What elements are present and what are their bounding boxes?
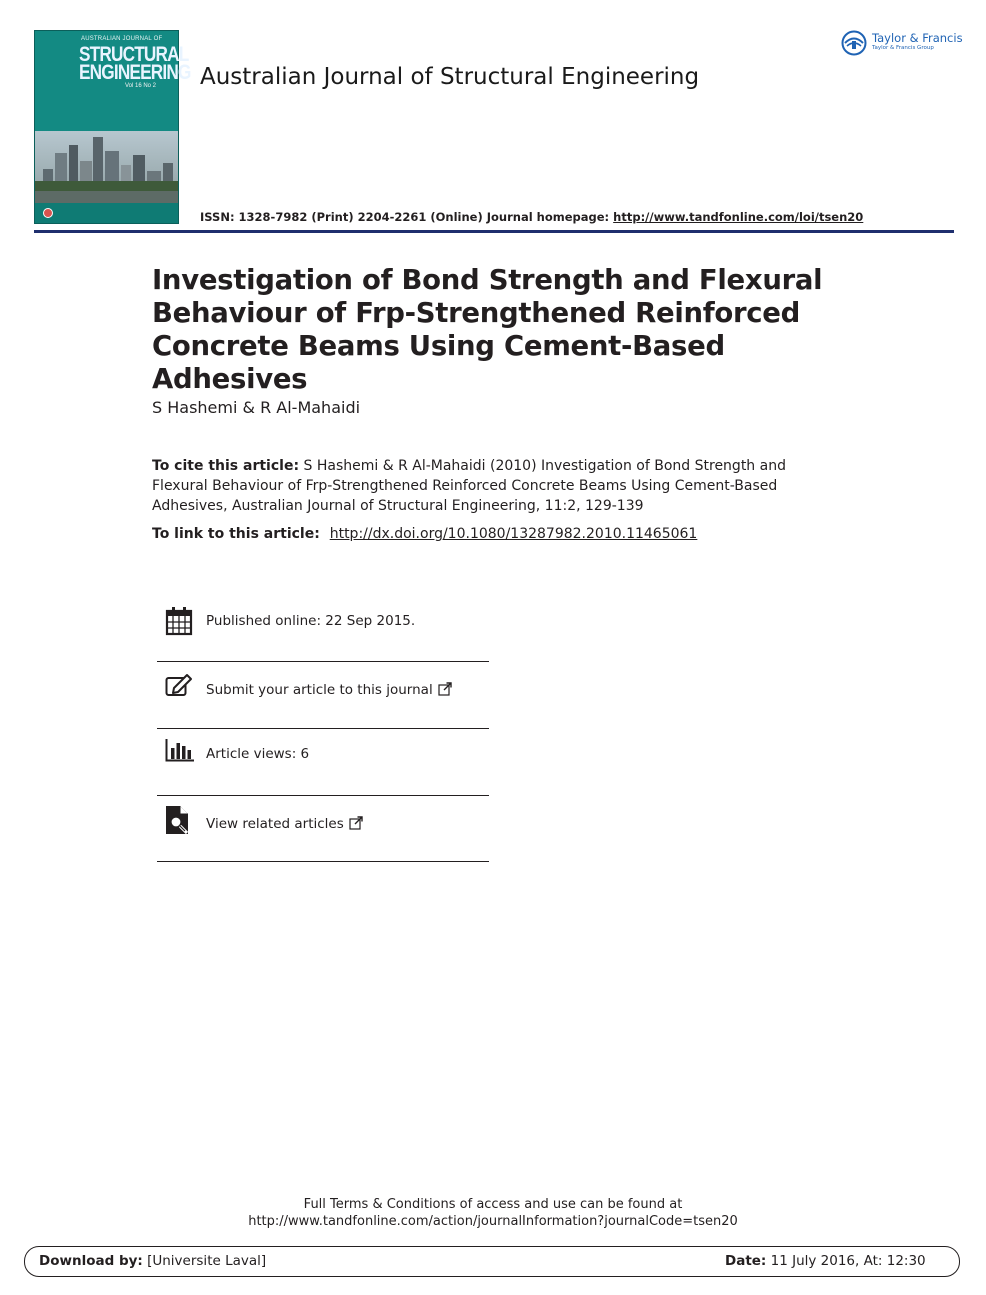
issn-text: ISSN: 1328-7982 (Print) 2204-2261 (Online) Journal homepage:	[200, 210, 614, 224]
document-search-icon	[165, 805, 191, 835]
submit-article-link[interactable]	[206, 682, 452, 698]
article-views-text: Article views: 6	[206, 746, 310, 762]
article-title-line: Investigation of Bond Strength and Flexural	[152, 264, 823, 296]
date-value: 11 July 2016, At: 12:30	[766, 1253, 926, 1269]
cite-text: S Hashemi & R Al-Mahaidi (2010) Investigation of Bond Strength and Flexural Behaviour of Frp-Strengthened Reinforced Concrete Beams Using Cement-Based Adhesives, Australian Journal of Structural Engineering, 11:2, 129-139	[152, 458, 786, 514]
article-title-line: Behaviour of Frp-Strengthened Reinforced	[152, 297, 801, 329]
terms-text: Full Terms & Conditions of access and use can be found at	[303, 1197, 683, 1212]
issn-line	[200, 210, 863, 224]
cover-badge-icon	[43, 208, 53, 218]
article-views-row	[157, 736, 489, 780]
external-link-icon	[438, 682, 452, 696]
article-authors: S Hashemi & R Al-Mahaidi	[152, 398, 361, 417]
date-label: Date:	[725, 1253, 767, 1269]
submit-article-row[interactable]	[157, 670, 489, 716]
download-info-bar	[24, 1246, 960, 1277]
article-link-row	[152, 526, 697, 542]
cover-volume: Vol 16 No 2	[125, 83, 157, 89]
download-date	[725, 1253, 926, 1269]
terms-notice	[0, 1196, 986, 1230]
external-link-icon	[349, 816, 363, 830]
doi-link[interactable]: http://dx.doi.org/10.1080/13287982.2010.11465061	[329, 526, 698, 542]
related-articles-link[interactable]	[206, 816, 363, 832]
published-online-text: Published online: 22 Sep 2015.	[206, 613, 416, 629]
journal-homepage-link[interactable]: http://www.tandfonline.com/loi/tsen20	[613, 210, 864, 224]
link-label: To link to this article:	[152, 526, 325, 542]
row-divider	[157, 728, 489, 729]
citation-block	[152, 456, 832, 516]
download-by	[39, 1253, 266, 1269]
related-articles-row[interactable]	[157, 804, 489, 850]
publisher-group: Taylor & Francis Group	[872, 45, 934, 51]
journal-title[interactable]: Australian Journal of Structural Engineering	[200, 64, 700, 90]
edit-icon	[165, 673, 193, 697]
calendar-icon	[165, 606, 193, 636]
download-label: Download by:	[39, 1253, 143, 1269]
article-title-line: Concrete Beams Using Cement-Based Adhesives	[152, 330, 725, 395]
article-title	[152, 264, 852, 396]
submit-article-text: Submit your article to this journal	[206, 682, 433, 698]
terms-link[interactable]: http://www.tandfonline.com/action/journalInformation?journalCode=tsen20	[248, 1214, 738, 1229]
related-articles-text: View related articles	[206, 816, 344, 832]
publisher-name: Taylor & Francis	[872, 31, 963, 45]
cover-title-line2: ENGINEERING	[79, 61, 191, 84]
row-divider	[157, 795, 489, 796]
cite-label: To cite this article:	[152, 458, 300, 474]
download-value: [Universite Laval]	[142, 1253, 267, 1269]
journal-cover-image	[34, 30, 191, 224]
bar-chart-icon	[165, 738, 195, 762]
cover-title-line1: STRUCTURAL	[79, 43, 189, 66]
row-divider	[157, 661, 489, 662]
header-divider	[34, 230, 954, 233]
city-skyline-image	[35, 131, 178, 193]
taylor-francis-logo-icon[interactable]	[840, 30, 868, 56]
row-divider	[157, 861, 489, 862]
published-online-row	[157, 604, 489, 644]
cover-subtitle: AUSTRALIAN JOURNAL OF	[81, 36, 163, 42]
